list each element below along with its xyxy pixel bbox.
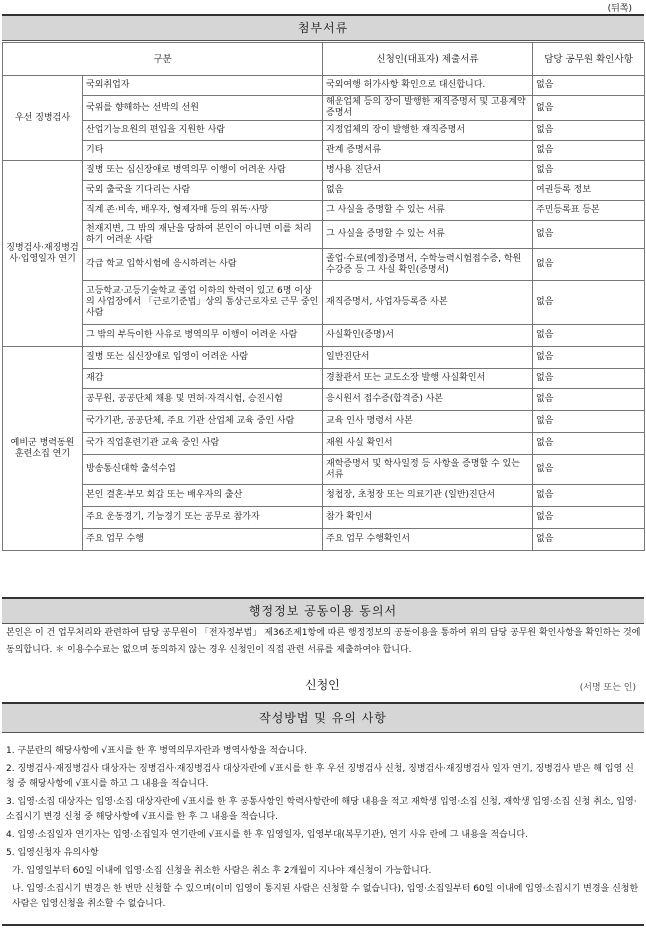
item-cell: 질병 또는 심신장애로 병역의무 이행이 어려운 사람 <box>83 161 323 181</box>
check-cell: 없음 <box>533 325 645 347</box>
docs-cell: 그 사실을 증명할 수 있는 서류 <box>323 201 533 221</box>
docs-cell: 그 사실을 증명할 수 있는 서류 <box>323 221 533 249</box>
docs-cell: 관계 증명서류 <box>323 141 533 161</box>
category-cell: 징병검사·재징병검사·입영일자 연기 <box>3 161 83 347</box>
item-cell: 본인 결혼·부모 회갑 또는 배우자의 출산 <box>83 485 323 507</box>
check-cell: 없음 <box>533 281 645 325</box>
check-cell: 없음 <box>533 389 645 411</box>
guide-subitem: 가. 입영일부터 60일 이내에 입영·소집 신청을 취소한 사람은 취소 후 2개월이 지나야 재신청이 가능합니다. <box>12 866 432 876</box>
item-cell: 질병 또는 심신장애로 입영이 어려운 사람 <box>83 347 323 369</box>
check-cell: 없음 <box>533 433 645 455</box>
table-row <box>3 347 645 369</box>
table-row <box>3 411 645 433</box>
item-cell: 국위를 향해하는 선박의 선원 <box>83 96 323 121</box>
item-cell: 공무원, 공공단체 채용 및 면허·자격시험, 승진시험 <box>83 389 323 411</box>
table-row <box>3 389 645 411</box>
item-cell: 직계 존·비속, 배우자, 형제자매 등의 위독·사망 <box>83 201 323 221</box>
docs-cell: 일반진단서 <box>323 347 533 369</box>
docs-cell: 졸업·수료(예정)증명서, 수학능력시험접수증, 학원수강증 등 그 사실 확인(증명서) <box>323 249 533 281</box>
item-cell: 각급 학교 입학시험에 응시하려는 사람 <box>83 249 323 281</box>
check-cell: 없음 <box>533 529 645 551</box>
docs-cell: 청첩장, 초청장 또는 의료기관 (일반)진단서 <box>323 485 533 507</box>
attachments-title: 첨부서류 <box>2 14 644 41</box>
table-row <box>3 96 645 121</box>
header-official-check: 담당 공무원 확인사항 <box>533 43 645 76</box>
check-cell: 없음 <box>533 249 645 281</box>
category-cell: 예비군 병력동원 훈련소집 연기 <box>3 347 83 551</box>
table-row <box>3 249 645 281</box>
item-cell: 주요 업무 수행 <box>83 529 323 551</box>
item-cell: 국외취업자 <box>83 76 323 96</box>
check-cell: 없음 <box>533 411 645 433</box>
docs-cell: 없음 <box>323 181 533 201</box>
item-cell: 천재지변, 그 밖의 재난을 당하여 본인이 아니면 이를 처리하기 어려운 사람 <box>83 221 323 249</box>
check-cell: 여권등록 정보 <box>533 181 645 201</box>
consent-title: 행정정보 공동이용 동의서 <box>2 597 644 624</box>
item-cell: 국외 출국을 기다리는 사람 <box>83 181 323 201</box>
docs-cell: 참가 확인서 <box>323 507 533 529</box>
guide-title: 작성방법 및 유의 사항 <box>2 702 644 733</box>
table-row <box>3 141 645 161</box>
table-row <box>3 281 645 325</box>
table-row <box>3 433 645 455</box>
table-row <box>3 181 645 201</box>
check-cell: 없음 <box>533 485 645 507</box>
bottom-rule <box>2 924 644 926</box>
check-cell: 없음 <box>533 221 645 249</box>
table-row <box>3 121 645 141</box>
category-cell: 우선 징병검사 <box>3 76 83 161</box>
table-row <box>3 325 645 347</box>
item-cell: 국가 직업훈련기관 교육 중인 사람 <box>83 433 323 455</box>
signature-note: (서명 또는 인) <box>579 683 636 693</box>
table-header-row <box>3 43 645 76</box>
item-cell: 국가기관, 공공단체, 주요 기관 산업체 교육 중인 사람 <box>83 411 323 433</box>
item-cell: 재감 <box>83 369 323 389</box>
guide-item: 3. 입영·소집 대상자는 입영·소집 대상자란에 √표시를 한 후 공통사항인 학력사항란에 해당 내용을 적고 재학생 입영·소집 신청, 재학생 입영·소집 신청 취소, 입영·소집시기 변경 신청 중 해당사항에 √표시를 한 후 그 내용을 적습니다. <box>6 797 637 822</box>
docs-cell: 응시원서 접수증(합격증) 사본 <box>323 389 533 411</box>
docs-cell: 재원 사실 확인서 <box>323 433 533 455</box>
guide-subitem: 나. 입영·소집시기 변경은 한 번만 신청할 수 있으며(이미 입영이 통지된 사람은 신청할 수 없습니다), 입영·소집일부터 60일 이내에 입영·소집시기 변경을 신청한 사람은 입영신청을 취소할 수 없습니다. <box>12 884 639 909</box>
table-row <box>3 221 645 249</box>
check-cell: 없음 <box>533 141 645 161</box>
applicant-label: 신청인 <box>305 678 340 692</box>
item-cell: 방송통신대학 출석수업 <box>83 455 323 485</box>
docs-cell: 사실확인(증명)서 <box>323 325 533 347</box>
attachments-table <box>2 42 645 551</box>
docs-cell: 교육 인사 명령서 사본 <box>323 411 533 433</box>
table-row <box>3 455 645 485</box>
item-cell: 고등학교·고등기술학교 졸업 이하의 학력이 있고 6명 이상의 사업장에서 「근로기준법」상의 통상근로자로 근무 중인 사람 <box>83 281 323 325</box>
docs-cell: 재직증명서, 사업자등록증 사본 <box>323 281 533 325</box>
table-row <box>3 507 645 529</box>
table-row <box>3 201 645 221</box>
check-cell: 없음 <box>533 455 645 485</box>
item-cell: 산업기능요원의 편입을 지원한 사람 <box>83 121 323 141</box>
docs-cell: 재학증명서 및 학사일정 등 사항을 증명할 수 있는 서류 <box>323 455 533 485</box>
back-page-label: (뒤쪽) <box>607 4 632 14</box>
docs-cell: 주요 업무 수행확인서 <box>323 529 533 551</box>
table-row <box>3 485 645 507</box>
guide-item: 4. 입영·소집일자 연기자는 입영·소집일자 연기란에 √표시를 한 후 입영일자, 입영부대(복무기관), 연기 사유 란에 그 내용을 적습니다. <box>6 830 528 840</box>
table-row <box>3 529 645 551</box>
docs-cell: 해운업체 등의 장이 발행한 재직증명서 및 고용계약 증명서 <box>323 96 533 121</box>
item-cell: 기타 <box>83 141 323 161</box>
header-submitted-docs: 신청인(대표자) 제출서류 <box>323 43 533 76</box>
docs-cell: 지정업체의 장이 발행한 재직증명서 <box>323 121 533 141</box>
check-cell: 없음 <box>533 76 645 96</box>
header-category: 구분 <box>3 43 323 76</box>
consent-text: 본인은 이 건 업무처리와 관련하여 담당 공무원이 「전자정부법」 제36조제1항에 따른 행정정보의 공동이용을 통하여 위의 담당 공무원 확인사항을 확인하는 것에 동의합니다. ＊ 이용수수료는 없으며 동의하지 않는 경우 신청인이 직접 관련 서류를 제출하여야 합니다. <box>6 628 641 655</box>
guide-item: 5. 입영신청자 유의사항 <box>6 848 99 858</box>
table-row <box>3 161 645 181</box>
guide-list <box>2 744 646 912</box>
docs-cell: 국외여행 허가사항 확인으로 대신합니다. <box>323 76 533 96</box>
check-cell: 없음 <box>533 347 645 369</box>
check-cell: 없음 <box>533 507 645 529</box>
check-cell: 없음 <box>533 369 645 389</box>
item-cell: 그 밖의 부득이한 사유로 병역의무 이행이 어려운 사람 <box>83 325 323 347</box>
check-cell: 주민등록표 등본 <box>533 201 645 221</box>
docs-cell: 경찰관서 또는 교도소장 발행 사실확인서 <box>323 369 533 389</box>
table-row <box>3 76 645 96</box>
item-cell: 주요 운동경기, 기능경기 또는 공무로 참가자 <box>83 507 323 529</box>
table-row <box>3 369 645 389</box>
guide-item: 1. 구분란의 해당사항에 √표시를 한 후 병역의무자란과 병역사항을 적습니다. <box>6 746 307 756</box>
check-cell: 없음 <box>533 121 645 141</box>
check-cell: 없음 <box>533 96 645 121</box>
docs-cell: 병사용 진단서 <box>323 161 533 181</box>
check-cell: 없음 <box>533 161 645 181</box>
guide-item: 2. 징병검사·재징병검사 대상자는 징병검사·재징병검사 대상자란에 √표시를 한 후 우선 징병검사 신청, 징병검사·재징병검사 일자 연기, 징병검사 받은 해 입영 신청 중 해당사항에 √표시를 하고 그 내용을 적습니다. <box>6 764 634 789</box>
